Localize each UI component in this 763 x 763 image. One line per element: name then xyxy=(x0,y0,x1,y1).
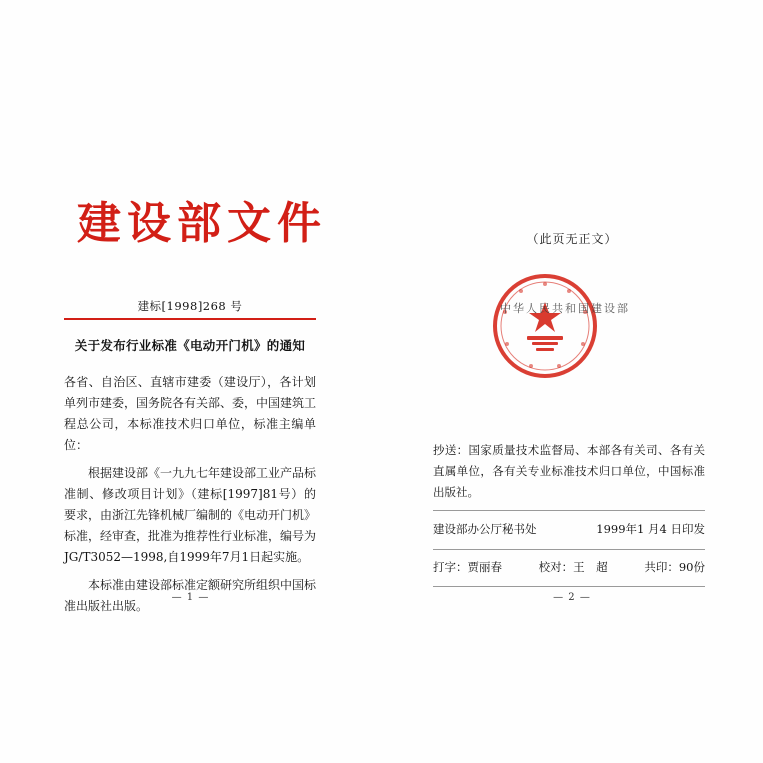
notice-title: 关于发布行业标准《电动开门机》的通知 xyxy=(74,338,306,353)
issuer-name: 建设部办公厅秘书处 xyxy=(433,522,537,536)
document-page-1 xyxy=(0,0,381,763)
divider-rule-1 xyxy=(433,510,705,511)
divider-rule-2 xyxy=(433,549,705,550)
page-number-right: — 2 — xyxy=(553,592,591,603)
distribution-block xyxy=(433,440,705,503)
issuer-row xyxy=(433,521,705,537)
issue-date: 1999年1 月4 日印发 xyxy=(596,522,705,536)
typist-name: 贾丽春 xyxy=(467,560,502,574)
body-paragraph-2: 根据建设部《一九九七年建设部工业产品标准制、修改项目计划》（建标[1997]81号）的要求，由浙江先锋机械厂编制的《电动开门机》标准，经审查，批准为推荐性行业标准，编号为JG/T3052—1998,自1999年7月1日起实施。 xyxy=(64,466,317,564)
body-paragraph-3: 本标准由建设部标准定额研究所组织中国标准出版社出版。 xyxy=(64,578,317,613)
typist-label: 打字： xyxy=(433,560,468,574)
notice-body xyxy=(64,372,316,624)
proofreader-field xyxy=(539,559,608,575)
copies-field xyxy=(644,559,705,575)
production-meta-row xyxy=(433,559,705,575)
page-number-left: — 1 — xyxy=(171,592,210,603)
no-body-text-note: （此页无正文） xyxy=(526,232,618,246)
seal-caption: 中华人民共和国建设部 xyxy=(500,302,630,315)
masthead-title: 建设部文件 xyxy=(77,198,327,249)
body-paragraph-1: 各省、自治区、直辖市建委（建设厅），各计划单列市建委，国务院各有关部、委，中国建筑工程总公司，本标准技术归口单位，标准主编单位： xyxy=(64,375,317,452)
proofreader-name: 王 超 xyxy=(573,560,608,574)
red-divider-rule xyxy=(64,318,316,320)
copies-value: 90份 xyxy=(678,560,705,574)
official-seal-icon xyxy=(491,272,599,380)
document-number: 建标[1998]268 号 xyxy=(137,299,243,313)
proofreader-label: 校对： xyxy=(538,560,574,574)
copies-label: 共印： xyxy=(644,560,679,574)
distribution-text: 抄送：国家质量技术监督局、本部各有关司、各有关直属单位，各有关专业标准技术归口单位，中国标准出版社。 xyxy=(433,443,705,499)
divider-rule-3 xyxy=(433,586,705,587)
typist-field xyxy=(433,559,502,575)
document-page-2 xyxy=(381,0,763,763)
